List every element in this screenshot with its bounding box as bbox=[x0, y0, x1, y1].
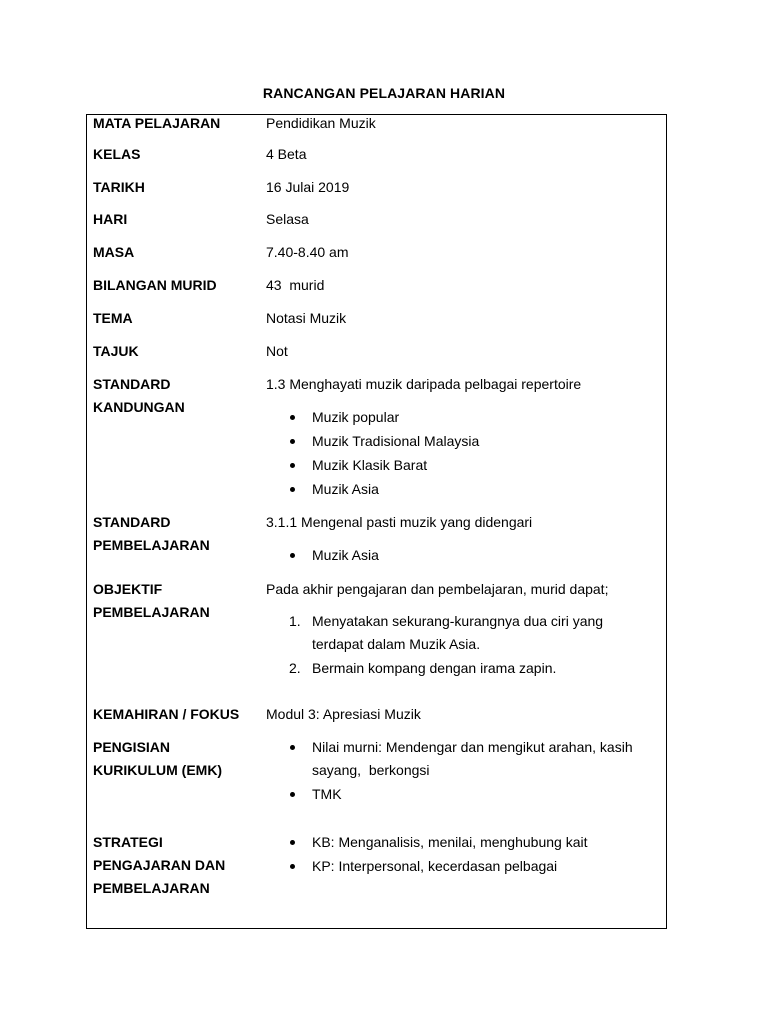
value-tarikh: 16 Julai 2019 bbox=[266, 179, 350, 195]
label-line: PEMBELAJARAN bbox=[93, 537, 210, 553]
label-line: PEMBELAJARAN bbox=[93, 880, 210, 896]
label-objektif bbox=[93, 578, 258, 624]
item-number: 1. bbox=[289, 613, 301, 629]
value-tema: Notasi Muzik bbox=[266, 310, 347, 326]
label-strategi bbox=[93, 831, 258, 900]
objektif-list bbox=[266, 610, 661, 680]
list-item: KB: Menganalisis, menilai, menghubung kait bbox=[266, 831, 661, 854]
objektif-text: Pada akhir pengajaran dan pembelajaran, murid dapat; bbox=[266, 581, 609, 597]
list-item: Muzik Klasik Barat bbox=[266, 454, 661, 477]
standard-pembelajaran-text: 3.1.1 Mengenal pasti muzik yang didengari bbox=[266, 514, 533, 530]
value-hari: Selasa bbox=[266, 211, 309, 227]
label-kelas: KELAS bbox=[93, 146, 141, 162]
lesson-plan-table bbox=[86, 114, 667, 929]
list-item: Muzik popular bbox=[266, 406, 661, 429]
value-tajuk: Not bbox=[266, 343, 288, 359]
item-line: sayang, berkongsi bbox=[312, 762, 430, 778]
value-objektif bbox=[266, 578, 661, 680]
label-line: PENGAJARAN DAN bbox=[93, 857, 226, 873]
list-item: KP: Interpersonal, kecerdasan pelbagai bbox=[266, 855, 661, 878]
value-masa: 7.40-8.40 am bbox=[266, 244, 349, 260]
label-line: PENGISIAN bbox=[93, 739, 171, 755]
label-tajuk: TAJUK bbox=[93, 343, 139, 359]
label-kemahiran: KEMAHIRAN / FOKUS bbox=[93, 706, 240, 722]
value-kemahiran: Modul 3: Apresiasi Muzik bbox=[266, 706, 421, 722]
label-bilangan-murid: BILANGAN MURID bbox=[93, 277, 217, 293]
list-item: Muzik Asia bbox=[266, 478, 661, 501]
label-line: STRATEGI bbox=[93, 834, 163, 850]
list-item bbox=[266, 657, 661, 680]
item-line: Nilai murni: Mendengar dan mengikut arahan, kasih bbox=[312, 739, 633, 755]
item-line: Menyatakan sekurang-kurangnya dua ciri yang bbox=[312, 613, 604, 629]
page-title: RANCANGAN PELAJARAN HARIAN bbox=[262, 85, 506, 101]
standard-kandungan-list bbox=[266, 406, 661, 501]
label-line: KANDUNGAN bbox=[93, 399, 185, 415]
list-item: Muzik Tradisional Malaysia bbox=[266, 430, 661, 453]
value-strategi bbox=[266, 831, 661, 878]
label-line: OBJEKTIF bbox=[93, 581, 163, 597]
label-mata-pelajaran: MATA PELAJARAN bbox=[93, 115, 221, 131]
label-hari: HARI bbox=[93, 211, 128, 227]
label-line: PEMBELAJARAN bbox=[93, 604, 210, 620]
label-pengisian bbox=[93, 736, 258, 782]
label-standard-pembelajaran bbox=[93, 511, 258, 557]
label-masa: MASA bbox=[93, 244, 135, 260]
label-line: STANDARD bbox=[93, 376, 171, 392]
list-item bbox=[266, 610, 661, 656]
list-item bbox=[266, 783, 661, 806]
value-pengisian bbox=[266, 736, 661, 806]
item-line: TMK bbox=[312, 786, 342, 802]
label-tema: TEMA bbox=[93, 310, 133, 326]
value-mata-pelajaran: Pendidikan Muzik bbox=[266, 115, 376, 131]
standard-pembelajaran-list bbox=[266, 544, 661, 567]
item-line: terdapat dalam Muzik Asia. bbox=[312, 636, 481, 652]
pengisian-list bbox=[266, 736, 661, 806]
label-line: KURIKULUM (EMK) bbox=[93, 762, 223, 778]
value-standard-pembelajaran bbox=[266, 511, 661, 567]
list-item bbox=[266, 736, 661, 782]
item-number: 2. bbox=[289, 660, 301, 676]
label-tarikh: TARIKH bbox=[93, 179, 145, 195]
value-kelas: 4 Beta bbox=[266, 146, 307, 162]
list-item: Muzik Asia bbox=[266, 544, 661, 567]
standard-kandungan-text: 1.3 Menghayati muzik daripada pelbagai repertoire bbox=[266, 376, 582, 392]
label-line: STANDARD bbox=[93, 514, 171, 530]
strategi-list bbox=[266, 831, 661, 878]
label-standard-kandungan bbox=[93, 373, 258, 419]
item-line: Bermain kompang dengan irama zapin. bbox=[312, 660, 557, 676]
value-bilangan-murid: 43 murid bbox=[266, 277, 325, 293]
value-standard-kandungan bbox=[266, 373, 661, 501]
